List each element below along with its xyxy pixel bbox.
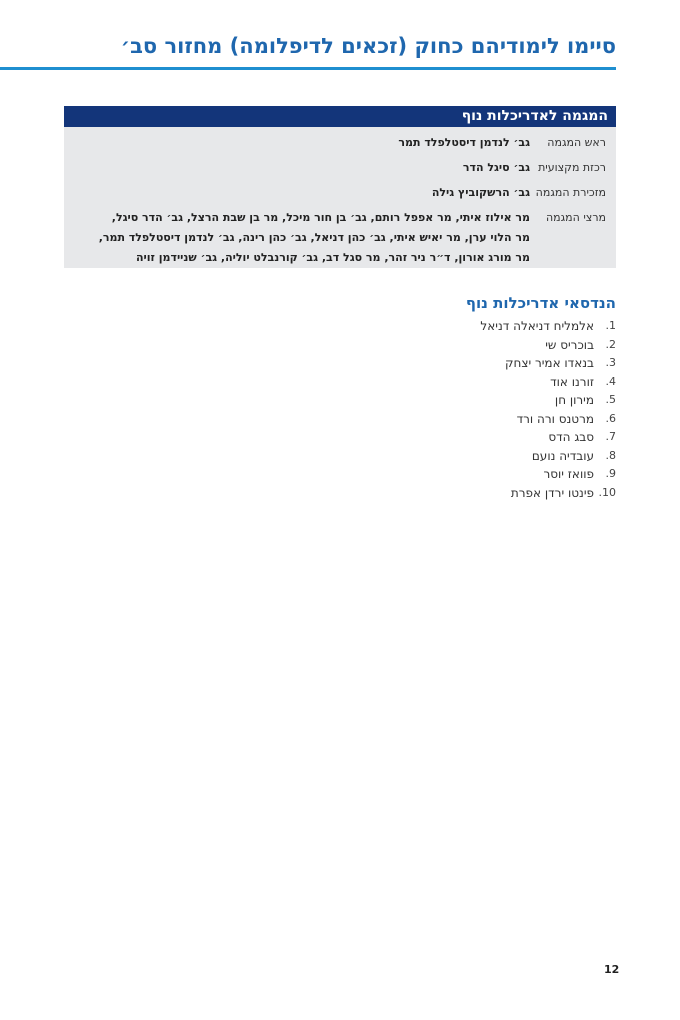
list-number: 10. [598,485,616,499]
list-number: 7. [605,430,616,443]
list-number: 6. [605,411,616,425]
list-item [316,428,616,447]
graduate-name: מירון חן [554,393,594,407]
staff-row-lecturers [64,208,616,268]
staff-role-label: ראש המגמה [547,136,606,149]
staff-role-label: רכזת מקצועית [538,161,606,174]
staff-name-line: גב׳ הרשקוביץ גילה [431,186,530,199]
staff-row-secretary [64,183,616,208]
staff-names [64,208,530,268]
list-number: 4. [605,374,616,388]
staff-name-line: גב׳ סיגל הדר [462,161,530,174]
list-item [316,317,616,336]
list-number: 9. [605,467,616,480]
list-item [316,336,616,355]
page-number: 12 [604,963,620,976]
staff-name-line: מר מורג אורון, ד״ר ניר זהר, מר סגל דב, גב׳ קורנבלט יוליה, גב׳ שניידמן זויה [135,251,530,264]
panel-header: המגמה לאדריכלות נוף [64,106,616,127]
graduate-name: פוואז יוסר [543,467,594,481]
staff-name-line: גב׳ לנדמן דיסטלפלד תמר [398,136,530,149]
staff-name-line: מר אילוז איתי, מר אפפל רותם, גב׳ בן חור מיכל, מר בן שבת הרצל, גב׳ הדר סיגל, [111,211,530,224]
graduate-name: זורנו אוד [550,374,594,389]
staff-role-label: מזכירת המגמה [535,186,606,199]
list-number: 3. [605,356,616,369]
page-title: סיימו לימודיהם כחוק (זכאים לדיפלומה) מחזור סב׳ [120,34,616,58]
staff-names [64,133,530,153]
graduates-list [316,317,616,502]
staff-row-coordinator [64,158,616,183]
graduates-heading: הנדסאי אדריכלות נוף [465,294,616,312]
staff-name-line: מר הלוי ערן, מר יאיש איתי, גב׳ כהן דניאל, גב׳ כהן רינה, גב׳ לנדמן דיסטלפלד תמר, [98,231,530,244]
graduate-name: עובדיה נועם [531,448,594,463]
graduate-name: בנאדו אמיר יצחק [505,356,594,370]
list-item [316,447,616,466]
graduate-name: פינטו ירדן אפרת [510,485,594,500]
staff-role-label: מרצי המגמה [545,211,606,224]
list-number: 5. [605,393,616,406]
title-divider [0,67,616,70]
list-item [316,354,616,373]
staff-names [64,183,530,203]
list-item [316,484,616,503]
list-item [316,391,616,410]
list-item [316,465,616,484]
department-staff-panel [64,106,616,268]
list-number: 1. [605,319,616,332]
staff-table [64,127,616,268]
graduate-name: מרטנס ורה ורד [516,411,594,426]
graduate-name: סבג הדס [548,430,594,444]
graduate-name: אלמליח דניאלה דניאל [480,319,594,333]
graduate-name: בוכריס שי [545,337,594,352]
staff-names [64,158,530,178]
list-item [316,410,616,429]
list-item [316,373,616,392]
list-number: 2. [605,337,616,351]
staff-row-head [64,133,616,158]
list-number: 8. [605,448,616,462]
